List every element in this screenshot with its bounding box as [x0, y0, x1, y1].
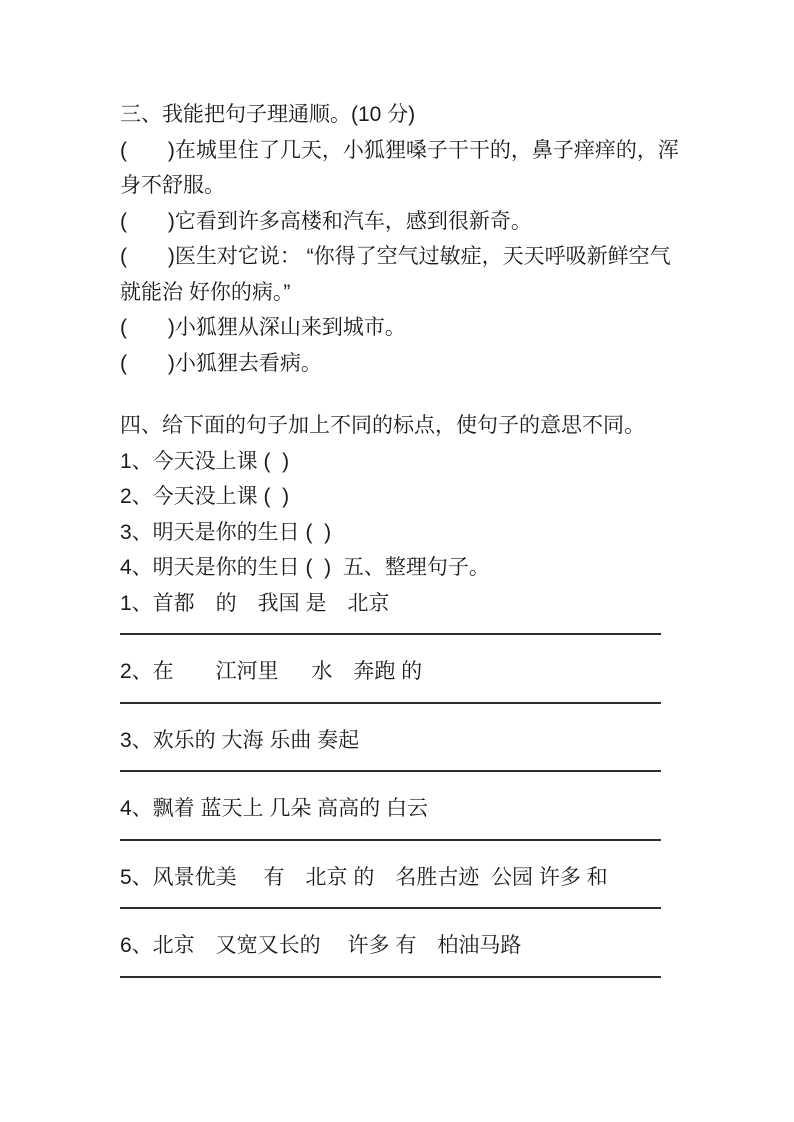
punctuation-item: 4、明天是你的生日 ( ) 五、整理句子。 — [120, 556, 490, 579]
section3-items — [120, 133, 686, 382]
order-sentence-item: ( )医生对它说： “你得了空气过敏症，天天呼吸新鲜空气就能治 好你的病。” — [120, 245, 671, 304]
answer-blank-line — [120, 907, 661, 909]
answer-blank-line — [120, 702, 661, 704]
punctuation-item: 1、今天没上课 ( ) — [120, 449, 290, 473]
answer-blank-line — [120, 633, 661, 635]
rearrange-item-words: 5、风景优美 有 北京 的 名胜古迹 公园 许多 和 — [120, 865, 608, 889]
rearrange-item-words: 3、欢乐的 大海 乐曲 奏起 — [120, 728, 360, 752]
section5-items — [120, 586, 686, 978]
section-punctuation — [120, 408, 686, 586]
rearrange-item — [120, 654, 686, 704]
order-sentence-item: ( )在城里住了几天，小狐狸嗓子干干的，鼻子痒痒的，浑身不舒服。 — [120, 138, 679, 197]
answer-blank-line — [120, 770, 661, 772]
rearrange-item-words: 2、在 江河里 水 奔跑 的 — [120, 660, 423, 683]
rearrange-item — [120, 860, 686, 910]
section4-heading: 四、给下面的句子加上不同的标点，使句子的意思不同。 — [120, 414, 645, 437]
answer-blank-line — [120, 976, 661, 978]
rearrange-item-words: 6、北京 又宽又长的 许多 有 柏油马路 — [120, 934, 522, 957]
punctuation-item: 2、今天没上课 ( ) — [120, 485, 290, 508]
rearrange-item — [120, 791, 686, 841]
section-rearrange-sentences — [120, 586, 686, 978]
order-sentence-item: ( )小狐狸去看病。 — [120, 351, 322, 375]
rearrange-item — [120, 928, 686, 978]
worksheet-content — [120, 97, 686, 997]
answer-blank-line — [120, 839, 661, 841]
rearrange-item-words: 1、首都 的 我国 是 北京 — [120, 591, 390, 615]
rearrange-item — [120, 586, 686, 636]
section-order-sentences — [120, 97, 686, 381]
order-sentence-item: ( )它看到许多高楼和汽车，感到很新奇。 — [120, 209, 532, 233]
punctuation-item: 3、明天是你的生日 ( ) — [120, 520, 332, 544]
section3-heading: 三、我能把句子理通顺。(10 分) — [120, 103, 416, 126]
rearrange-item — [120, 723, 686, 773]
section4-items — [120, 444, 686, 586]
rearrange-item-words: 4、飘着 蓝天上 几朵 高高的 白云 — [120, 797, 429, 820]
order-sentence-item: ( )小狐狸从深山来到城市。 — [120, 316, 406, 339]
